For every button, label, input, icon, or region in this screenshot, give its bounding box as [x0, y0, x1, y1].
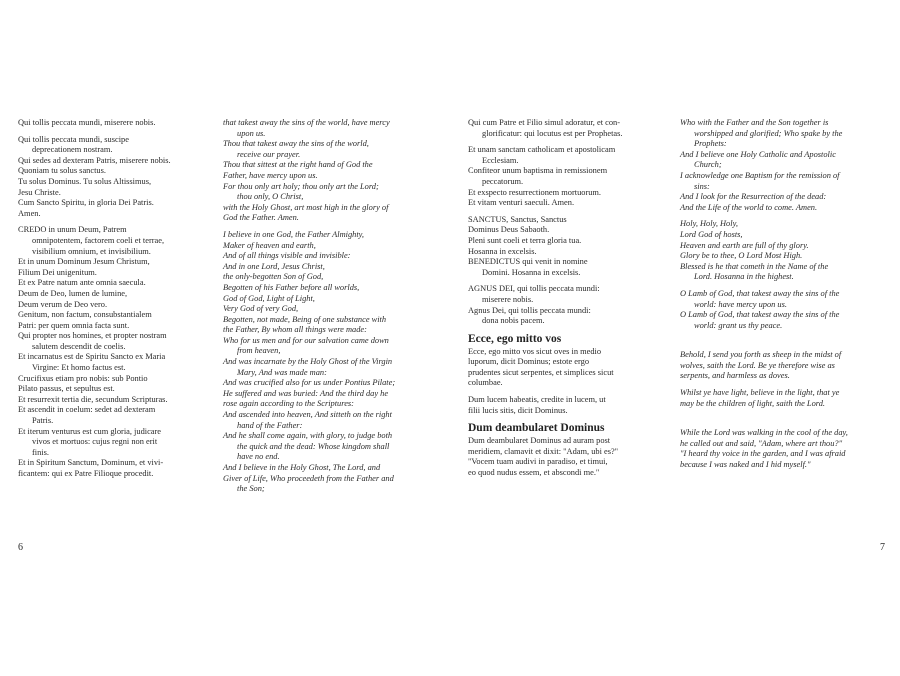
text-line: Qui propter nos homines, et propter nostram — [18, 331, 167, 341]
text-line: Holy, Holy, Holy, — [680, 219, 738, 229]
text-line: eo quod nudus essem, et abscondi me." — [468, 468, 600, 478]
text-block — [680, 337, 885, 382]
text-line: I acknowledge one Baptism for the remission of — [680, 170, 840, 180]
text-line: deprecationem nostram. — [32, 145, 113, 155]
text-line: receive our prayer. — [237, 149, 301, 159]
text-block — [18, 118, 218, 129]
page-number-right: 7 — [880, 542, 885, 553]
text-line: God of God, Light of Light, — [223, 293, 315, 303]
text-line: I believe in one God, the Father Almighty, — [223, 229, 365, 239]
text-line: While the Lord was walking in the cool of the day, — [680, 428, 848, 438]
text-line: Et ascendit in coelum: sedet ad dexteram — [18, 405, 156, 415]
text-line: And the Life of the world to come. Amen. — [680, 202, 818, 212]
text-block — [468, 284, 668, 326]
text-line: Deum de Deo, lumen de lumine, — [18, 288, 128, 298]
text-line: hand of the Father: — [237, 420, 303, 430]
text-line: Agnus Dei, qui tollis peccata mundi: — [468, 305, 591, 315]
text-block — [680, 118, 885, 213]
text-line: Glory be to thee, O Lord Most High. — [680, 251, 803, 261]
text-block — [223, 118, 441, 224]
text-line: Et vitam venturi saeculi. Amen. — [468, 198, 575, 208]
text-line: CREDO in unum Deum, Patrem — [18, 225, 127, 235]
text-line: the only-begotten Son of God, — [223, 272, 324, 282]
text-line: Pleni sunt coeli et terra gloria tua. — [468, 235, 582, 245]
left-page-latin-column — [18, 118, 218, 486]
text-line: And I believe one Holy Catholic and Apostolic — [680, 149, 836, 159]
text-line: Mary, And was made man: — [237, 367, 327, 377]
text-line: wolves, saith the Lord. Be ye therefore wise as — [680, 360, 835, 370]
text-line: Whilst ye have light, believe in the light, that ye — [680, 388, 840, 398]
heading-spacer — [680, 415, 885, 428]
text-line: from heaven, — [237, 346, 281, 356]
text-line: Maker of heaven and earth, — [223, 240, 316, 250]
text-line: Et unam sanctam catholicam et apostolicam — [468, 145, 616, 155]
text-line: the quick and the dead: Whose kingdom shall — [237, 441, 390, 451]
text-line: Lord. Hosanna in the highest. — [694, 272, 794, 282]
text-line: SANCTUS, Sanctus, Sanctus — [468, 214, 567, 224]
text-block — [468, 333, 668, 389]
text-line: Genitum, non factum, consubstantialem — [18, 310, 152, 320]
text-line: Qui sedes ad dexteram Patris, miserere nobis. — [18, 155, 171, 165]
text-line: Et in unum Dominum Jesum Christum, — [18, 257, 150, 267]
text-line: glorificatur: qui locutus est per Prophetas. — [482, 128, 623, 138]
text-line: And I look for the Resurrection of the dead: — [680, 192, 827, 202]
text-line: Begotten, not made, Being of one substance with — [223, 314, 387, 324]
section-heading: Ecce, ego mitto vos — [468, 332, 562, 345]
text-line: Father, have mercy upon us. — [223, 170, 318, 180]
page-number-left: 6 — [18, 542, 23, 553]
text-line: Church; — [694, 160, 722, 170]
text-line: omnipotentem, factorem coeli et terrae, — [32, 235, 165, 245]
text-line: He suffered and was buried: And the third day he — [223, 388, 389, 398]
text-line: salutem descendit de coelis. — [32, 341, 126, 351]
text-line: Ecce, ego mitto vos sicut oves in medio — [468, 346, 602, 356]
text-block — [468, 215, 668, 279]
text-line: Et iterum venturus est cum gloria, judicare — [18, 426, 162, 436]
text-line: he called out and said, "Adam, where art thou?" — [680, 438, 843, 448]
text-line: Amen. — [18, 208, 41, 218]
text-line: Filium Dei unigenitum. — [18, 267, 97, 277]
text-line: worshipped and glorified; Who spake by the — [694, 128, 843, 138]
text-line: peccatorum. — [482, 176, 524, 186]
text-line: filii lucis sitis, dicit Dominus. — [468, 405, 568, 415]
text-line: Dum deambularet Dominus ad auram post — [468, 436, 611, 446]
right-page-latin-column — [468, 118, 668, 485]
text-line: vivos et mortuos: cujus regni non erit — [32, 437, 158, 447]
text-line: Who for us men and for our salvation came down — [223, 335, 389, 345]
text-line: For thou only art holy; thou only art the Lord; — [223, 181, 379, 191]
text-line: may be the children of light, saith the Lord. — [680, 398, 825, 408]
text-line: Who with the Father and the Son together is — [680, 118, 829, 127]
text-line: And he shall come again, with glory, to judge both — [223, 431, 393, 441]
text-block — [18, 225, 218, 479]
section-heading: Dum deambularet Dominus — [468, 422, 605, 435]
text-line: AGNUS DEI, qui tollis peccata mundi: — [468, 284, 600, 294]
text-line: O Lamb of God, that takest away the sins of the — [680, 310, 840, 320]
text-line: the Father, By whom all things were made: — [223, 325, 367, 335]
text-block — [468, 395, 668, 416]
text-line: world: grant us thy peace. — [694, 320, 783, 330]
text-line: Patris. — [32, 416, 54, 426]
text-line: columbae. — [468, 378, 503, 388]
text-line: Behold, I send you forth as sheep in the midst of — [680, 350, 842, 360]
text-line: Qui tollis peccata mundi, miserere nobis. — [18, 118, 156, 127]
text-line: Giver of Life, Who proceedeth from the Father and — [223, 473, 394, 483]
text-line: meridiem, clamavit et dixit: "Adam, ubi es?" — [468, 446, 619, 456]
text-line: dona nobis pacem. — [482, 316, 545, 326]
text-block — [680, 388, 885, 409]
text-line: Domini. Hosanna in excelsis. — [482, 267, 581, 277]
text-line: rose again according to the Scriptures: — [223, 399, 354, 409]
text-block — [468, 145, 668, 209]
text-line: "I heard thy voice in the garden, and I was afraid — [680, 449, 846, 459]
text-block — [468, 118, 668, 139]
text-line: Begotten of his Father before all worlds, — [223, 282, 360, 292]
text-line: And I believe in the Holy Ghost, The Lord, and — [223, 463, 381, 472]
text-block — [680, 289, 885, 331]
text-line: that takest away the sins of the world, have mercy — [223, 118, 390, 127]
text-line: Et exspecto resurrectionem mortuorum. — [468, 187, 602, 197]
text-block — [680, 219, 885, 283]
left-page-english-column — [223, 118, 441, 501]
text-line: "Vocem tuam audivi in paradiso, et timui, — [468, 457, 608, 467]
text-line: Lord God of hosts, — [680, 229, 743, 239]
text-line: Virgine: Et homo factus est. — [32, 363, 126, 373]
text-line: Quoniam tu solus sanctus. — [18, 166, 106, 176]
right-page-english-column — [680, 118, 885, 477]
text-line: ficantem: qui ex Patre Filioque procedit. — [18, 469, 154, 478]
text-line: Deum verum de Deo vero. — [18, 299, 108, 309]
text-line: Very God of very God, — [223, 304, 299, 314]
text-line: Confiteor unum baptisma in remissionem — [468, 166, 608, 176]
text-line: And was incarnate by the Holy Ghost of the Virgin — [223, 357, 393, 367]
text-line: Ecclesiam. — [482, 155, 519, 165]
text-line: Prophets: — [694, 139, 727, 149]
text-line: Et incarnatus est de Spiritu Sancto ex Maria — [18, 352, 166, 362]
text-line: prudentes sicut serpentes, et simplices sicut — [468, 367, 614, 377]
text-line: finis. — [32, 447, 49, 457]
heading-spacer — [680, 337, 885, 350]
text-line: Et ex Patre natum ante omnia saecula. — [18, 278, 146, 288]
text-line: Et in Spiritum Sanctum, Dominum, et vivi- — [18, 458, 164, 468]
text-line: miserere nobis. — [482, 294, 534, 304]
text-line: Dum lucem habeatis, credite in lucem, ut — [468, 395, 606, 405]
text-line: with the Holy Ghost, art most high in the glory of — [223, 202, 389, 212]
text-block — [223, 230, 441, 495]
text-line: Jesu Christe. — [18, 187, 61, 197]
text-line: And ascended into heaven, And sitteth on the right — [223, 410, 392, 420]
text-line: BENEDICTUS qui venit in nomine — [468, 257, 588, 267]
text-line: thou only, O Christ, — [237, 192, 304, 202]
text-block — [18, 135, 218, 220]
text-line: world: have mercy upon us. — [694, 299, 787, 309]
text-line: Patri: per quem omnia facta sunt. — [18, 320, 130, 330]
text-line: Et resurrexit tertia die, secundum Scripturas. — [18, 394, 168, 404]
text-line: upon us. — [237, 128, 266, 138]
text-line: Tu solus Dominus. Tu solus Altissimus, — [18, 176, 152, 186]
text-line: the Son; — [237, 484, 265, 494]
text-line: have no end. — [237, 452, 280, 462]
text-line: Heaven and earth are full of thy glory. — [680, 240, 809, 250]
text-line: sins: — [694, 181, 710, 191]
text-line: Blessed is he that cometh in the Name of the — [680, 261, 829, 271]
text-line: And of all things visible and invisible: — [223, 251, 351, 261]
text-line: because I was naked and I hid myself." — [680, 460, 811, 470]
text-line: serpents, and harmless as doves. — [680, 371, 790, 381]
text-line: And in one Lord, Jesus Christ, — [223, 261, 325, 271]
text-line: God the Father. Amen. — [223, 213, 299, 223]
text-line: Qui tollis peccata mundi, suscipe — [18, 134, 129, 144]
text-line: Hosanna in excelsis. — [468, 246, 537, 256]
text-line: And was crucified also for us under Pontius Pilate; — [223, 378, 396, 388]
text-line: visibilium omnium, et invisibilium. — [32, 246, 151, 256]
text-line: Crucifixus etiam pro nobis: sub Pontio — [18, 373, 148, 383]
text-block — [468, 422, 668, 478]
text-block — [680, 415, 885, 470]
text-line: Dominus Deus Sabaoth. — [468, 225, 550, 235]
text-line: Qui cum Patre et Filio simul adoratur, et con- — [468, 118, 621, 127]
text-line: Cum Sancto Spiritu, in gloria Dei Patris. — [18, 198, 154, 208]
text-line: O Lamb of God, that takest away the sins of the — [680, 288, 840, 298]
text-line: luporum, dicit Dominus; estote ergo — [468, 357, 590, 367]
text-line: Pilato passus, et sepultus est. — [18, 384, 115, 394]
text-line: Thou that sittest at the right hand of God the — [223, 160, 373, 170]
text-line: Thou that takest away the sins of the world, — [223, 139, 369, 149]
